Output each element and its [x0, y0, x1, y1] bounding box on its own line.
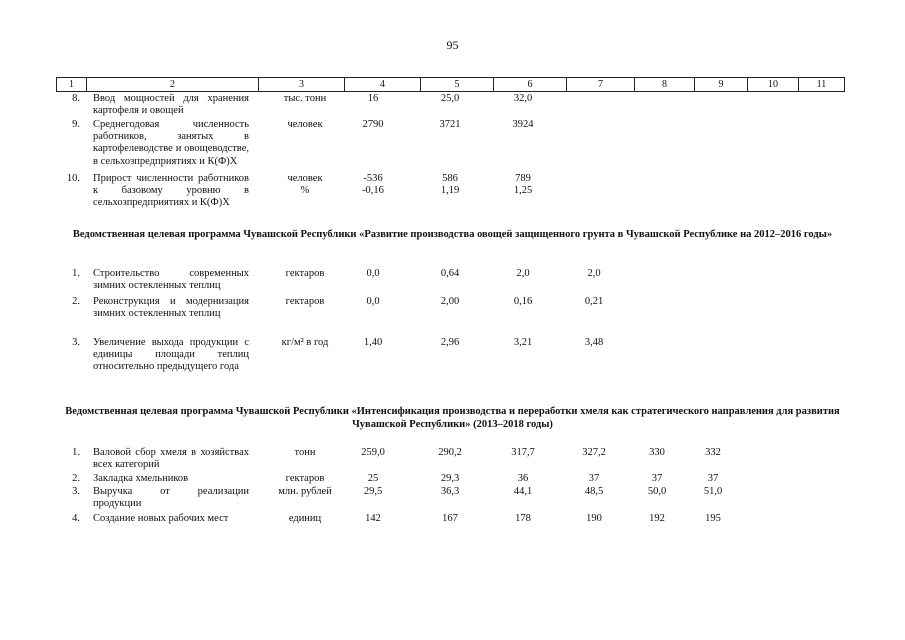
unit: человек — [287, 119, 323, 130]
value-cell: 0,0 — [366, 296, 380, 307]
unit: гектаров — [285, 473, 325, 484]
page-number: 95 — [446, 38, 459, 52]
column-number-header — [56, 77, 845, 92]
unit: человек % — [287, 173, 323, 197]
row-number: 2. — [72, 473, 80, 484]
column-number: 7 — [567, 78, 635, 92]
value-cell: 190 — [586, 513, 602, 524]
indicator-name: Закладка хмельников — [93, 473, 189, 484]
value-cell: 259,0 — [361, 447, 385, 458]
unit: кг/м² в год — [281, 337, 329, 348]
column-number: 9 — [695, 78, 748, 92]
column-number: 11 — [799, 78, 845, 92]
unit: тыс. тонн — [283, 93, 327, 104]
value-cell: 37 — [588, 473, 600, 484]
column-number: 3 — [259, 78, 345, 92]
unit: гектаров — [285, 268, 325, 279]
value-cell: 51,0 — [703, 486, 723, 497]
value-cell: 36,3 — [440, 486, 460, 497]
value-cell: 2790 — [362, 119, 384, 130]
unit: гектаров — [285, 296, 325, 307]
value-cell: 195 — [705, 513, 721, 524]
value-cell: 36 — [517, 473, 529, 484]
column-number: 2 — [87, 78, 259, 92]
value-cell: 178 — [515, 513, 531, 524]
indicator-name: Среднегодовая численность работников, занятых в картофелеводстве и овощеводстве, в сельхозпредприятиях и К(Ф)Х — [93, 119, 249, 167]
indicator-name: Выручка от реализации продукции — [93, 486, 249, 510]
value-cell: 25 — [367, 473, 379, 484]
unit: единиц — [288, 513, 322, 524]
indicator-name: Строительство современных зимних остекленных теплиц — [93, 268, 249, 292]
value-cell: 32,0 — [513, 93, 533, 104]
column-number: 8 — [635, 78, 695, 92]
row-number: 1. — [72, 447, 80, 458]
value-cell: 789 1,25 — [513, 173, 533, 197]
value-cell: 48,5 — [584, 486, 604, 497]
value-cell: 1,40 — [363, 337, 383, 348]
value-cell: 0,64 — [440, 268, 460, 279]
value-cell: 332 — [705, 447, 721, 458]
value-cell: 29,3 — [440, 473, 460, 484]
indicator-name: Прирост численности работников к базовому уровню в сельхозпредприятиях и К(Ф)Х — [93, 173, 249, 209]
row-number: 3. — [72, 337, 80, 348]
unit: тонн — [294, 447, 316, 458]
value-cell: 330 — [649, 447, 665, 458]
value-cell: 37 — [707, 473, 719, 484]
value-cell: 2,0 — [587, 268, 601, 279]
value-cell: 50,0 — [647, 486, 667, 497]
column-number: 6 — [494, 78, 567, 92]
indicator-name: Валовой сбор хмеля в хозяйствах всех категорий — [93, 447, 249, 471]
indicator-name: Ввод мощностей для хранения картофеля и овощей — [93, 93, 249, 117]
value-cell: 3924 — [512, 119, 534, 130]
column-number: 4 — [345, 78, 421, 92]
row-number: 1. — [72, 268, 80, 279]
value-cell: 3,21 — [513, 337, 533, 348]
value-cell: 0,0 — [366, 268, 380, 279]
value-cell: 25,0 — [440, 93, 460, 104]
table-row — [0, 173, 905, 258]
value-cell: 16 — [367, 93, 379, 104]
value-cell: 317,7 — [511, 447, 535, 458]
value-cell: 327,2 — [582, 447, 606, 458]
indicator-name: Создание новых рабочих мест — [93, 513, 229, 524]
value-cell: 167 — [442, 513, 458, 524]
value-cell: -536 -0,16 — [362, 173, 384, 197]
value-cell: 29,5 — [363, 486, 383, 497]
row-number: 3. — [72, 486, 80, 497]
value-cell: 586 1,19 — [440, 173, 460, 197]
indicator-name: Увеличение выхода продукции с единицы площади теплиц относительно предыдущего года — [93, 337, 249, 373]
value-cell: 44,1 — [513, 486, 533, 497]
value-cell: 37 — [651, 473, 663, 484]
indicator-name: Реконструкция и модернизация зимних остекленных теплиц — [93, 296, 249, 320]
row-number: 10. — [66, 173, 80, 184]
unit: млн. рублей — [278, 486, 332, 497]
section-heading: Ведомственная целевая программа Чувашской Республики «Развитие производства овощей защищенного грунта в Чувашской Республике на 2012–2016 годы» — [72, 229, 833, 240]
row-number: 8. — [72, 93, 80, 104]
header-row — [57, 78, 845, 92]
value-cell: 3,48 — [584, 337, 604, 348]
value-cell: 2,96 — [440, 337, 460, 348]
value-cell: 2,0 — [516, 268, 530, 279]
row-number: 9. — [72, 119, 80, 130]
value-cell: 0,16 — [513, 296, 533, 307]
row-number: 2. — [72, 296, 80, 307]
value-cell: 290,2 — [438, 447, 462, 458]
value-cell: 0,21 — [584, 296, 604, 307]
value-cell: 142 — [365, 513, 381, 524]
column-number: 5 — [421, 78, 494, 92]
value-cell: 2,00 — [440, 296, 460, 307]
column-number: 1 — [57, 78, 87, 92]
value-cell: 192 — [649, 513, 665, 524]
value-cell: 3721 — [439, 119, 461, 130]
column-number: 10 — [748, 78, 799, 92]
row-number: 4. — [72, 513, 80, 524]
section-heading: Ведомственная целевая программа Чувашской Республики «Интенсификация производства и переработки хмеля как стратегического направления для развития Чувашской Республики» (2013–2018 годы) — [65, 406, 840, 430]
